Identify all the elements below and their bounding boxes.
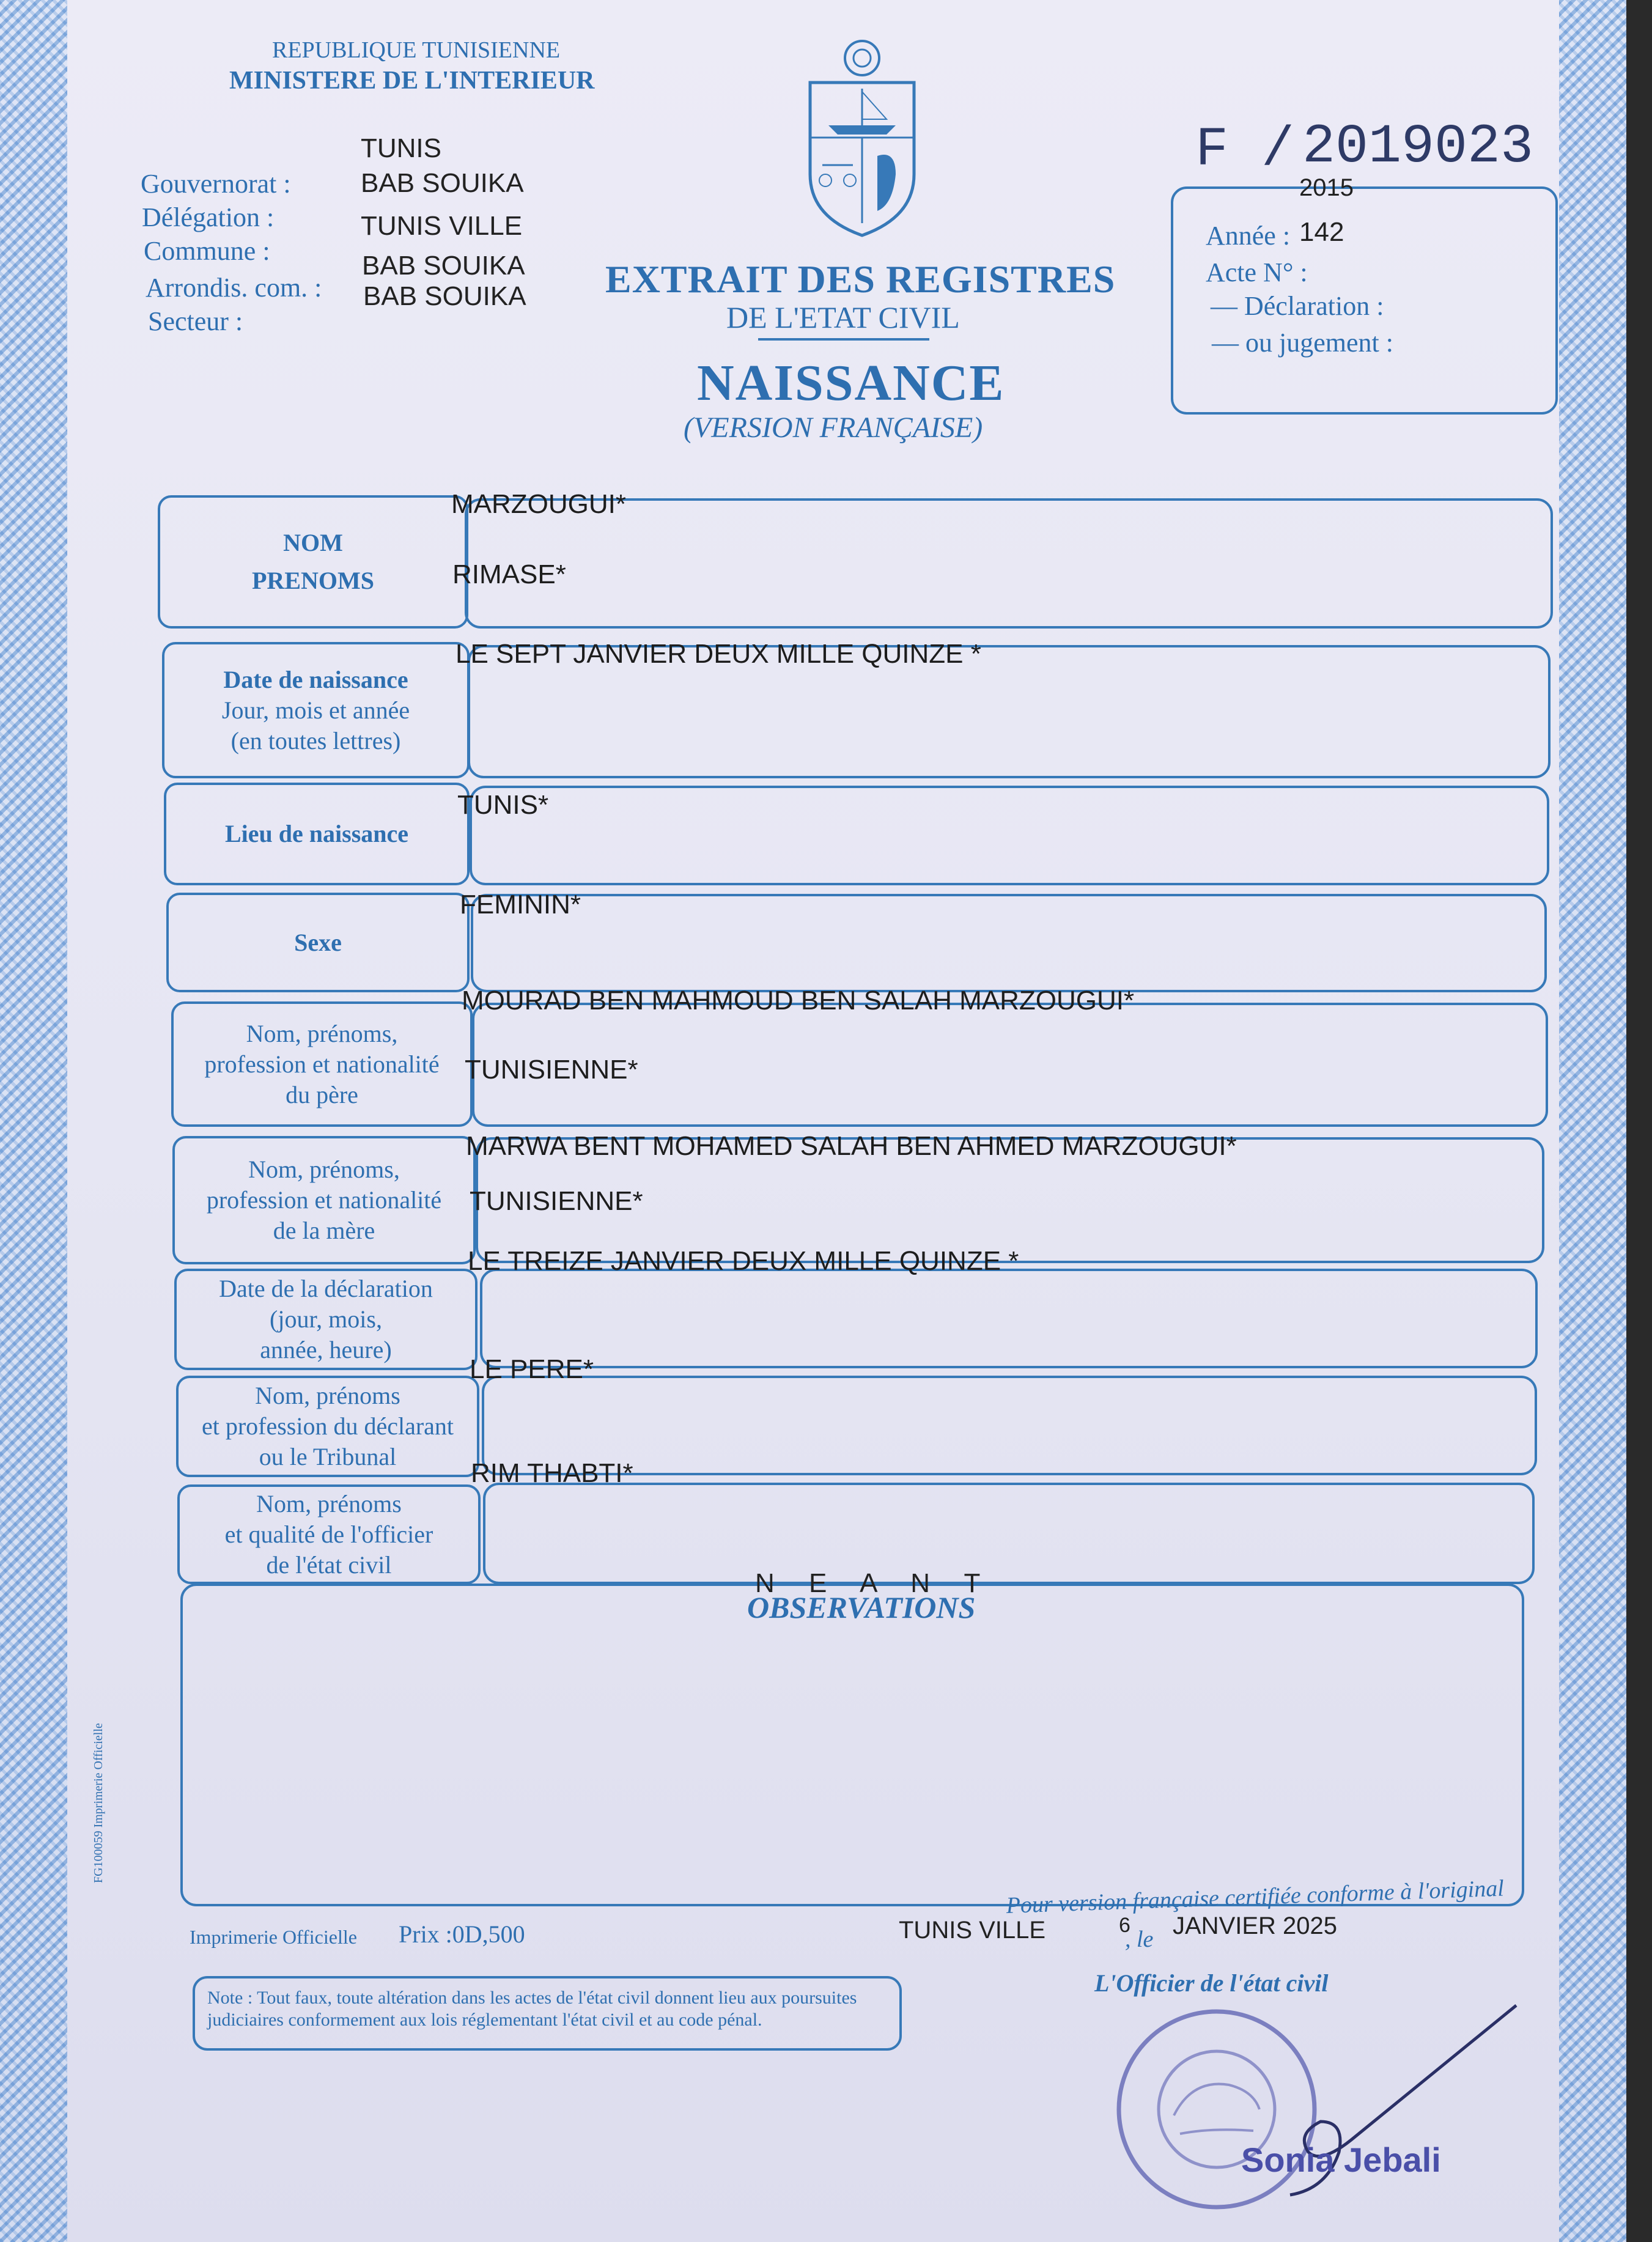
father-label-3: du père	[286, 1080, 358, 1108]
title-naissance: NAISSANCE	[697, 355, 1005, 411]
jugement-label: — ou jugement :	[1212, 328, 1393, 358]
serial-prefix: F /	[1195, 119, 1295, 182]
nom-value: MARZOUGUI*	[451, 489, 626, 519]
row-birthplace-label	[164, 783, 470, 885]
row-sex-field	[471, 894, 1547, 992]
mother-nationality-value: TUNISIENNE*	[470, 1186, 643, 1216]
header-top-value: TUNIS	[361, 133, 441, 163]
row-declaration-date-label	[174, 1269, 478, 1370]
declaration-label: — Déclaration :	[1211, 291, 1384, 321]
arrondis-value: BAB SOUIKA	[363, 281, 526, 311]
footer-day: 6	[1119, 1914, 1130, 1937]
sex-label: Sexe	[294, 928, 342, 956]
declarant-label-3: ou le Tribunal	[259, 1443, 397, 1470]
row-declarant-field	[482, 1376, 1537, 1475]
annee-label: Année :	[1206, 221, 1291, 251]
acte-label: Acte N° :	[1206, 257, 1308, 287]
security-border-left	[0, 0, 67, 2242]
declaration-date-label-3: année, heure)	[260, 1336, 392, 1363]
birthdate-value: LE SEPT JANVIER DEUX MILLE QUINZE *	[455, 639, 981, 669]
coat-of-arms-icon	[795, 34, 929, 242]
father-label-2: profession et nationalité	[204, 1050, 440, 1078]
signatory-name: Sonia Jebali	[1241, 2141, 1441, 2179]
declarant-label-2: et profession du déclarant	[201, 1412, 454, 1440]
gouvernorat-label: Gouvernorat :	[141, 169, 291, 199]
birthdate-sublabel2: (en toutes lettres)	[230, 726, 401, 754]
footer-le: , le	[1125, 1927, 1154, 1952]
row-declaration-date-field	[480, 1269, 1538, 1368]
officer-value: RIM THABTI*	[471, 1458, 633, 1488]
footer-place: TUNIS VILLE	[899, 1917, 1046, 1944]
republic-label: REPUBLIQUE TUNISIENNE	[272, 37, 561, 63]
prix-label: Prix :0D,500	[399, 1920, 525, 1948]
observations-value: N E A N T	[755, 1568, 994, 1598]
observations-box	[180, 1584, 1524, 1906]
security-border-right	[1559, 0, 1626, 2242]
declaration-date-value: LE TREIZE JANVIER DEUX MILLE QUINZE *	[468, 1246, 1019, 1276]
officer-label-1: Nom, prénoms	[256, 1489, 402, 1517]
secteur-label: Secteur :	[148, 306, 243, 336]
declarant-value: LE PERE*	[470, 1354, 594, 1384]
declarant-label-1: Nom, prénoms	[255, 1382, 400, 1409]
nom-label: NOM	[283, 529, 343, 556]
delegation-value: TUNIS VILLE	[361, 211, 523, 241]
delegation-label: Délégation :	[142, 202, 275, 232]
mother-name-value: MARWA BENT MOHAMED SALAH BEN AHMED MARZOUGUI*	[466, 1131, 1237, 1161]
annee-value: 2015	[1299, 174, 1354, 201]
mother-label-3: de la mère	[273, 1217, 375, 1244]
prenoms-value: RIMASE*	[452, 559, 566, 589]
side-code: FG100059 Imprimerie Officielle	[92, 1723, 105, 1883]
birthdate-label: Date de naissance	[223, 665, 408, 693]
row-nom-field	[465, 498, 1553, 629]
imprimerie-label: Imprimerie Officielle	[190, 1926, 357, 1948]
footer-date: JANVIER 2025	[1173, 1912, 1338, 1939]
row-declarant-label	[176, 1376, 479, 1477]
row-birthplace-field	[470, 786, 1549, 885]
birthplace-label: Lieu de naissance	[224, 820, 409, 847]
acte-value: 142	[1299, 217, 1344, 247]
father-nationality-value: TUNISIENNE*	[465, 1055, 638, 1085]
observations-title: OBSERVATIONS	[747, 1590, 976, 1624]
father-name-value: MOURAD BEN MAHMOUD BEN SALAH MARZOUGUI*	[462, 986, 1135, 1016]
officer-title: L'Officier de l'état civil	[1094, 1969, 1329, 1997]
row-birthdate-label	[162, 642, 470, 778]
row-nom-label	[158, 495, 468, 629]
birthplace-value: TUNIS*	[457, 790, 549, 820]
mother-label-2: profession et nationalité	[206, 1186, 442, 1214]
declaration-date-label-2: (jour, mois,	[270, 1305, 382, 1333]
commune-value: BAB SOUIKA	[362, 251, 525, 281]
arrondis-label: Arrondis. com. :	[146, 273, 322, 303]
row-sex-label	[166, 893, 470, 992]
birthdate-sublabel: Jour, mois et année	[221, 696, 410, 724]
row-father-label	[171, 1001, 473, 1127]
row-officer-field	[483, 1483, 1535, 1584]
sex-value: FEMININ*	[460, 890, 581, 920]
serial-number: 2019023	[1302, 116, 1534, 179]
row-mother-label	[172, 1136, 476, 1264]
title-line2: DE L'ETAT CIVIL	[726, 300, 960, 334]
commune-label: Commune :	[144, 236, 270, 266]
certified-text: Pour version française certifiée conforme à l'original	[1006, 1875, 1505, 1919]
officer-label-2: et qualité de l'officier	[224, 1520, 433, 1548]
mother-label-1: Nom, prénoms,	[248, 1156, 400, 1183]
title-divider	[758, 338, 929, 341]
title-version: (VERSION FRANÇAISE)	[684, 411, 983, 444]
officer-label-3: de l'état civil	[266, 1551, 392, 1579]
row-officer-label	[177, 1484, 481, 1584]
gouvernorat-value: BAB SOUIKA	[361, 168, 524, 198]
title-line1: EXTRAIT DES REGISTRES	[605, 257, 1116, 301]
prenoms-label: PRENOMS	[252, 567, 374, 594]
father-label-1: Nom, prénoms,	[246, 1019, 398, 1047]
note-box: Note : Tout faux, toute altération dans les actes de l'état civil donnent lieu aux poursuites judiciaires conformement aux lois réglementant l'état civil et au code pénal.	[193, 1976, 902, 2051]
ministry-label: MINISTERE DE L'INTERIEUR	[229, 67, 595, 95]
declaration-date-label-1: Date de la déclaration	[219, 1275, 433, 1302]
